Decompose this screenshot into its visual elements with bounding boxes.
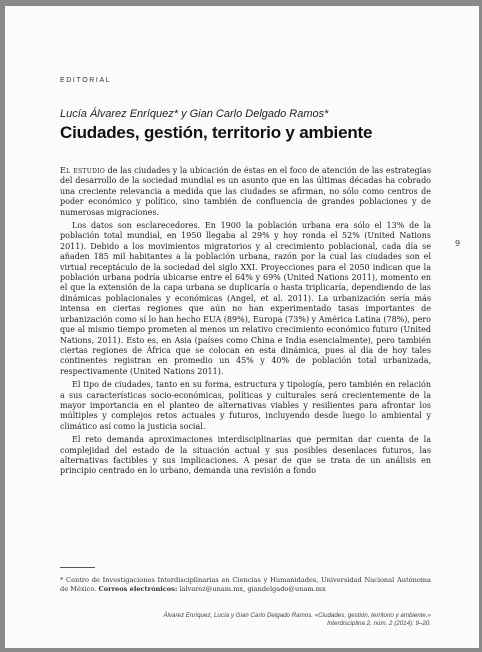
footnote-emails: lalvarez@unam.mx, giandelgado@unam.mx: [179, 584, 326, 593]
paragraph-4: El reto demanda aproximaciones interdisciplinarias que permitan dar cuenta de la complejidad del estado de la situación actual y sus posibles desenlaces futuros, las alternativas factibles y sus implicaciones. A pesar de que se trata de un análisis en principio centrado en lo urbano, demanda una revisión a fondo: [60, 435, 431, 476]
page-number: 9: [455, 239, 461, 248]
footnote-text: * Centro de Investigaciones Interdisciplinarias en Ciencias y Humanidades, Universidad Nacional Autónoma de México.: [60, 576, 431, 593]
article-authors: Lucía Álvarez Enríquez* y Gian Carlo Delgado Ramos*: [60, 108, 329, 120]
article-body: [60, 166, 431, 480]
citation-line-1: Álvarez Enríquez, Lucía y Gian Carlo Delgado Ramos. «Ciudades, gestión, territorio y ambiente.»: [163, 612, 431, 619]
footnote-email-label: Correos electrónicos:: [98, 584, 178, 593]
document-page: [5, 6, 479, 648]
citation-line-2: Interdisciplina 2, núm. 2 (2014): 9–20.: [327, 620, 431, 627]
citation: [60, 612, 431, 628]
article-title: Ciudades, gestión, territorio y ambiente: [60, 123, 373, 142]
paragraph-2: Los datos son esclarecedores. En 1900 la población urbana era sólo el 13% de la población total mundial, en 1950 llegaba al 29% y hoy ronda el 52% (United Nations 2011). Debido a los movimientos migratorios y al crecimiento poblacional, cada día se añaden 185 mil habitantes a la población urbana, razón por la cual las ciudades son el virtual receptáculo de la sociedad del siglo XXI. Proyecciones para el 2050 indican que la población urbana podría ubicarse entre el 64% y 69% (United Nations 2011), momento en el que la extensión de la capa urbana se duplicaría o hasta triplicaría, dependiendo de las dinámicas poblacionales y económicas (Angel, et al. 2011). La urbanización sería más intensa en ciertas regiones que aún no han experimentado tasas importantes de urbanización como sí lo han hecho EUA (89%), Europa (73%) y América Latina (78%), pero que al mismo tiempo prometen al menos un relativo crecimiento económico futuro (United Nations, 2011). Esto es, en Asia (países como China e India esencialmente), pero también ciertas regiones de África que se colocan en esta dinámica, pues al día de hoy tales continentes registran en promedio un 45% y 40% de población total urbanizada, respectivamente (United Nations 2011).: [60, 221, 431, 376]
opening-words: El estudio: [60, 166, 106, 175]
paragraph-1-text: de las ciudades y la ubicación de éstas en el foco de atención de las estrategias del desarrollo de la sociedad mundial es un asunto que en las últimas décadas ha cobrado una creciente relevancia a medida que las ciudades se afirman, no sólo como centros de poder económico y político, sino también de confluencia de grandes poblaciones y de numerosas migraciones.: [60, 166, 432, 217]
footnote: [60, 576, 431, 593]
section-label: EDITORIAL: [60, 77, 112, 84]
footnote-rule: [60, 567, 95, 568]
paragraph-3: El tipo de ciudades, tanto en su forma, estructura y tipología, pero también en relación a sus características socio-económicas, políticas y culturales será crecientemente de la mayor importancia en el planteo de alternativas viables y resilientes para afrontar los múltiples y complejos retos actuales y futuros, incluyendo desde luego lo ambiental y climático así como la justicia social.: [60, 380, 431, 431]
paragraph-1: [60, 166, 431, 218]
